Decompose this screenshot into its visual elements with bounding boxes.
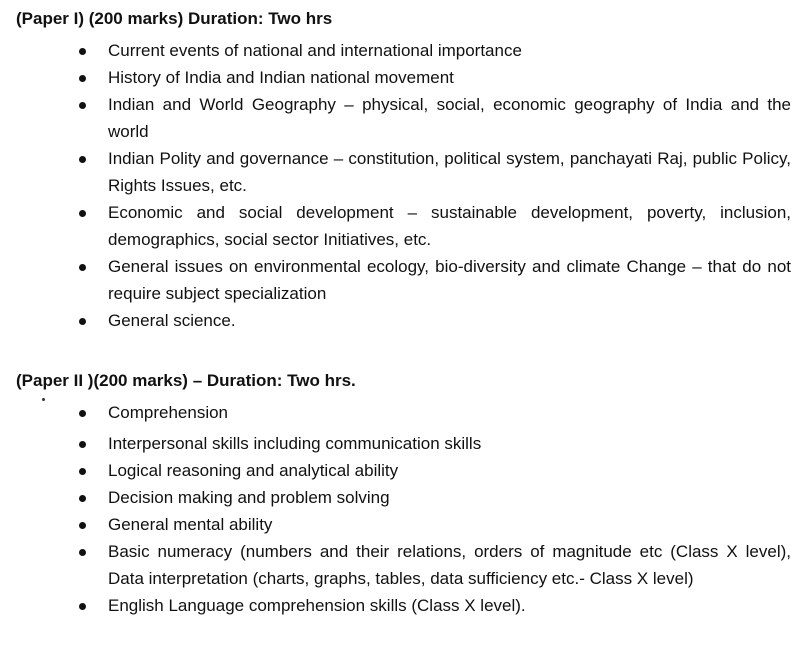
bullet-icon <box>79 410 86 417</box>
list-item-text: Comprehension <box>108 403 229 422</box>
list-item-text: Current events of national and international importance <box>108 41 522 60</box>
list-item-text: General mental ability <box>108 515 273 534</box>
paper-2-topic-list <box>0 399 807 619</box>
list-item <box>0 430 807 457</box>
list-item-text: Logical reasoning and analytical ability <box>108 461 399 480</box>
list-item <box>0 307 807 334</box>
paper-1-topic-list <box>0 37 807 334</box>
list-item-text: General issues on environmental ecology, bio-diversity and climate Change – that do not require subject specialization <box>108 257 791 303</box>
bullet-icon <box>79 318 86 325</box>
list-item-text: History of India and Indian national movement <box>108 68 454 87</box>
list-item <box>0 37 807 64</box>
bullet-icon <box>79 75 86 82</box>
bullet-icon <box>79 441 86 448</box>
list-item-text: English Language comprehension skills (Class X level). <box>108 596 526 615</box>
list-item <box>0 145 807 199</box>
paper-1-heading: (Paper I) (200 marks) Duration: Two hrs <box>16 9 333 28</box>
list-item <box>0 457 807 484</box>
list-item-text: Interpersonal skills including communication skills <box>108 434 482 453</box>
bullet-icon <box>79 264 86 271</box>
bullet-icon <box>79 156 86 163</box>
list-item-text: General science. <box>108 311 236 330</box>
list-item <box>0 538 807 592</box>
bullet-icon <box>79 603 86 610</box>
list-item <box>0 484 807 511</box>
list-item-text: Decision making and problem solving <box>108 488 390 507</box>
list-item <box>0 592 807 619</box>
bullet-icon <box>79 468 86 475</box>
list-item <box>0 64 807 91</box>
bullet-icon <box>79 495 86 502</box>
bullet-icon <box>79 522 86 529</box>
list-item <box>0 91 807 145</box>
list-item-text: Economic and social development – sustainable development, poverty, inclusion, demographics, social sector Initiatives, etc. <box>108 203 791 249</box>
list-item <box>0 511 807 538</box>
paper-2-heading: (Paper II )(200 marks) – Duration: Two hrs. <box>16 371 356 390</box>
list-item-text: Basic numeracy (numbers and their relations, orders of magnitude etc (Class X level), Data interpretation (charts, graphs, tables, data sufficiency etc.- Class X level) <box>108 542 791 588</box>
bullet-icon <box>79 549 86 556</box>
list-item <box>0 399 807 426</box>
bullet-icon <box>79 210 86 217</box>
bullet-icon <box>79 102 86 109</box>
list-item-text: Indian and World Geography – physical, social, economic geography of India and the world <box>108 95 791 141</box>
list-item <box>0 199 807 253</box>
list-item <box>0 253 807 307</box>
list-item-text: Indian Polity and governance – constitution, political system, panchayati Raj, public Policy, Rights Issues, etc. <box>108 149 791 195</box>
bullet-icon <box>79 48 86 55</box>
